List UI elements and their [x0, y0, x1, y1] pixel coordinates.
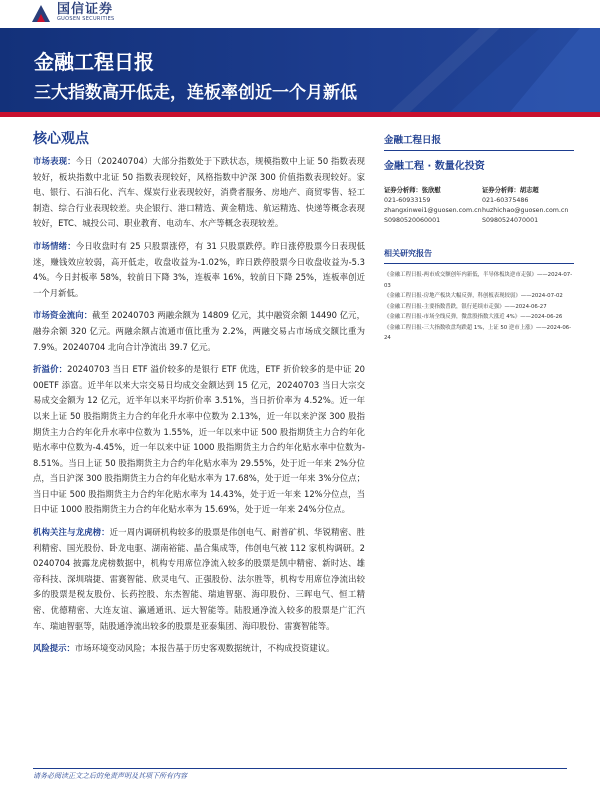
- banner-decoration: [390, 28, 600, 112]
- paragraph-text: 20240703 当日 ETF 溢价较多的是银行 ETF 优选，ETF 折价较多的是中证 2000ETF 添富。近半年以来大宗交易日均成交金额达到 15 亿元，20240703 当日大宗交易成交金额为 12 亿元，近半年以来平均折价率 3.51%，当日折价率为 4.52%。近一年以来上证 50 股指期货主力合约年化升水率中位数为 2.13%，近一年以来沪深 300 股指期货主力合约年化升水率中位数为 1.55%，近一年以来中证 500 股指期货主力合约年化贴水率中位数为-4.45%，近一年以来中证 1000 股指期货主力合约年化贴水率中位数为-8.51%。当日上证 50 股指期货主力合约年化贴水率为 29.55%，处于近一年来 2%分位点，当日沪深 300 股指期货主力合约年化贴水率为 17.68%，处于近一年来 3%分位点；当日中证 500 股指期货主力合约年化贴水率为 14.43%，处于近一年来 12%分位点，当日中证 1000 股指期货主力合约年化贴水率为 15.69%，处于近一年来 24%分位点。: [33, 364, 366, 515]
- related-report-link[interactable]: 《金融工程日报-房地产板块大幅反弹，科创板表现较弱》——2024-07-02: [384, 293, 563, 299]
- report-category: 金融工程 · 数量化投资: [384, 161, 485, 172]
- logo: [30, 2, 115, 24]
- sidebar-divider: [384, 150, 574, 151]
- paragraph-label: 风险提示：: [33, 643, 75, 654]
- related-reports-list: [384, 270, 574, 344]
- logo-name-cn: 国信证券: [57, 2, 114, 17]
- paragraph-text: 今日（20240704）大部分指数处于下跌状态，规模指数中上证 50 指数表现较好，板块指数中北证 50 指数表现较好，风格指数中沪深 300 价值指数表现较好。家电、银行、石油石化、汽车、煤炭行业表现较好，消费者服务、房地产、商贸零售、轻工制造、综合行业表现较差。央企银行、港口精选、黄金精选、航运精选、快递等概念表现较好，ETC、城投公司、职业教育、电动车、水产等概念表现较差。: [33, 156, 366, 229]
- related-report-link[interactable]: 《金融工程日报-主要指数普跌，银行延续市走强》——2024-06-27: [384, 303, 547, 310]
- related-report-link[interactable]: 《金融工程日报-两市成交额创年内新低，半导体板块逆市走强》——2024-07-03: [384, 272, 573, 289]
- analyst-email[interactable]: huzhichao@guosen.com.cn: [482, 207, 569, 214]
- analyst-phone: 021-60933159: [384, 197, 431, 204]
- paragraph-label: 市场资金流向：: [33, 310, 93, 321]
- page-subtitle: 三大指数高开低走，连板率创近一个月新低: [34, 83, 357, 103]
- capital-flow-paragraph: [33, 308, 365, 355]
- footer-divider: [33, 768, 567, 769]
- footer-disclaimer: 请务必阅读正文之后的免责声明及其项下所有内容: [33, 772, 187, 780]
- title-banner: [0, 28, 600, 112]
- paragraph-label: 市场情绪：: [33, 240, 76, 251]
- core-views-column: [33, 128, 365, 664]
- analyst-phone: 021-60375486: [482, 197, 529, 204]
- related-reports-title: 相关研究报告: [384, 249, 432, 258]
- institution-focus-paragraph: [33, 525, 365, 634]
- paragraph-label: 市场表现：: [33, 156, 76, 166]
- page-title: 金融工程日报: [34, 50, 154, 74]
- analyst-name: 证券分析师：胡志超: [482, 187, 539, 194]
- analyst-card: [482, 186, 574, 226]
- analyst-email[interactable]: zhangxinwei1@guosen.com.cn: [384, 207, 482, 214]
- top-bar: [0, 0, 600, 28]
- market-sentiment-paragraph: [33, 239, 365, 301]
- paragraph-label: 折溢价：: [33, 364, 68, 375]
- related-report-link[interactable]: 《金融工程日报-三大指数收盘均跌超 1%，上证 50 逆市上涨》——2024-06-24: [384, 324, 572, 341]
- paragraph-label: 机构关注与龙虎榜：: [33, 527, 110, 538]
- section-title: 核心观点: [33, 131, 89, 147]
- sidebar-divider: [384, 263, 574, 264]
- analyst-card: [384, 186, 482, 226]
- paragraph-text: 截至 20240703 两融余额为 14809 亿元，其中融资余额 14490 亿元，融券余额 320 亿元。两融余额占流通市值比重为 2.2%，两融交易占市场成交额比重为 7.9%。20240704 北向合计净流出 39.7 亿元。: [33, 310, 366, 352]
- logo-name-en: GUOSEN SECURITIES: [57, 16, 115, 22]
- risk-warning-paragraph: [33, 641, 365, 657]
- market-performance-paragraph: [33, 154, 365, 232]
- premium-discount-paragraph: [33, 362, 365, 518]
- analyst-cert: S0980524070001: [482, 217, 539, 224]
- paragraph-text: 近一周内调研机构较多的股票是伟创电气、耐普矿机、华锐精密、胜利精密、国光股份、卧龙电驱、湖南裕能、晶合集成等，伟创电气被 112 家机构调研。20240704 披露龙虎榜数据中，机构专用席位净流入较多的股票是凯中精密、新时达、雄帝科技、深圳瑞捷、雷赛智能、欣灵电气、正强股份、法尔胜等，机构专用席位净流出较多的股票是税友股份、长药控股、东杰智能、瑞迪智驱、海印股份、三晖电气、恒工精密、优德精密、大连友谊、瀛通通讯、远大智能等。陆股通净流入较多的股票是广汇汽车、瑞迪智驱等，陆股通净流出较多的股票是亚泰集团、海印股份、雷赛智能等。: [33, 527, 366, 631]
- guosen-logo-icon: [30, 2, 52, 24]
- analyst-name: 证券分析师：张欣慰: [384, 187, 441, 194]
- sidebar-info: [384, 128, 574, 344]
- analyst-block: [384, 186, 574, 226]
- paragraph-text: 市场环境变动风险；本报告基于历史客观数据统计，不构成投资建议。: [74, 643, 335, 654]
- related-report-link[interactable]: 《金融工程日报-市场全线反弹，微盘股指数大涨近 4%》——2024-06-26: [384, 314, 563, 320]
- paragraph-text: 今日收盘时有 25 只股票涨停，有 31 只股票跌停。昨日涨停股票今日表现低迷，赚钱效应较弱，高开低走，收盘收益为-1.02%，昨日跌停股票今日收盘收益为-5.34%。今日封板率 58%，较前日下降 3%，连板率 16%，较前日下降 25%，连板率创近一个月新低。: [33, 240, 366, 298]
- analyst-cert: S0980520060001: [384, 217, 441, 224]
- accent-divider: [0, 112, 600, 117]
- report-type: 金融工程日报: [384, 135, 442, 146]
